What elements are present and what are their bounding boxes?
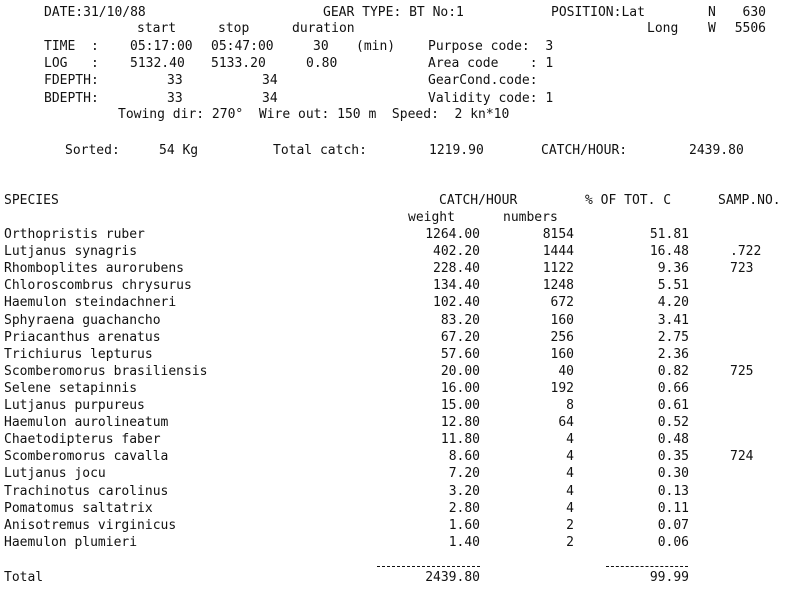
total-catch-label: Total catch:: [273, 143, 367, 158]
weight-cell: 2.80: [448, 501, 480, 516]
numbers-cell: 1248: [542, 278, 574, 293]
total-weight: 2439.80: [425, 570, 480, 585]
species-cell: Chaetodipterus faber: [4, 432, 161, 447]
species-cell: Priacanthus arenatus: [4, 330, 161, 345]
weight-cell: 134.40: [433, 278, 480, 293]
weight-cell: 11.80: [440, 432, 480, 447]
percent-cell: 2.36: [657, 347, 689, 362]
sorted-value: 54 Kg: [159, 143, 199, 158]
percent-cell: 0.66: [657, 381, 689, 396]
percent-cell: 0.30: [657, 466, 689, 481]
percent-cell: 0.35: [657, 449, 689, 464]
species-cell: Anisotremus virginicus: [4, 518, 177, 533]
weight-cell: 8.60: [448, 449, 480, 464]
species-cell: Rhomboplites aurorubens: [4, 261, 185, 276]
weight-cell: 12.80: [440, 415, 480, 430]
weight-cell: 16.00: [440, 381, 480, 396]
date-field: DATE:31/10/88: [44, 5, 146, 20]
species-cell: Scomberomorus brasiliensis: [4, 364, 208, 379]
catch-hour-value: 2439.80: [689, 143, 744, 158]
numbers-cell: 160: [550, 313, 574, 328]
time-stop: 05:47:00: [211, 39, 274, 54]
species-cell: Trachinotus carolinus: [4, 484, 169, 499]
purpose-code: Purpose code: 3: [428, 39, 554, 54]
weight-cell: 1.40: [448, 535, 480, 550]
sample-number-column-header: SAMP.NO.: [718, 193, 781, 208]
numbers-cell: 4: [566, 466, 574, 481]
weight-cell: 15.00: [440, 398, 480, 413]
total-catch-value: 1219.90: [429, 143, 484, 158]
species-cell: Lutjanus jocu: [4, 466, 106, 481]
fdepth-label: FDEPTH:: [44, 73, 99, 88]
gear-type-field: GEAR TYPE: BT No:1: [323, 5, 464, 20]
percent-cell: 51.81: [649, 227, 689, 242]
percent-cell: 0.82: [657, 364, 689, 379]
weight-cell: 1264.00: [425, 227, 480, 242]
percent-cell: 16.48: [649, 244, 689, 259]
weight-cell: 67.20: [440, 330, 480, 345]
species-cell: Lutjanus purpureus: [4, 398, 145, 413]
log-stop: 5133.20: [211, 56, 266, 71]
species-cell: Lutjanus synagris: [4, 244, 138, 259]
numbers-cell: 4: [566, 432, 574, 447]
weight-cell: 1.60: [448, 518, 480, 533]
weight-cell: 3.20: [448, 484, 480, 499]
percent-cell: 0.07: [657, 518, 689, 533]
species-cell: Pomatomus saltatrix: [4, 501, 153, 516]
time-unit: (min): [356, 39, 396, 54]
gearcond-code: GearCond.code:: [428, 73, 538, 88]
bdepth-stop: 34: [262, 91, 278, 106]
weight-column-header: weight: [408, 210, 455, 225]
percent-cell: 0.11: [657, 501, 689, 516]
numbers-cell: 8: [566, 398, 574, 413]
weight-cell: 228.40: [433, 261, 480, 276]
species-cell: Scomberomorus cavalla: [4, 449, 169, 464]
species-cell: Selene setapinnis: [4, 381, 138, 396]
fdepth-start: 33: [167, 73, 183, 88]
long-value: 5506: [734, 21, 766, 36]
bdepth-label: BDEPTH:: [44, 91, 99, 106]
species-cell: Orthopristis ruber: [4, 227, 145, 242]
weight-cell: 402.20: [433, 244, 480, 259]
towing-info: Towing dir: 270° Wire out: 150 m Speed: 2 kn*10: [118, 107, 510, 122]
weight-total-rule: [377, 566, 480, 567]
numbers-cell: 4: [566, 449, 574, 464]
duration-column-label: duration: [292, 21, 355, 36]
percent-cell: 4.20: [657, 295, 689, 310]
numbers-cell: 2: [566, 535, 574, 550]
species-cell: Sphyraena guachancho: [4, 313, 161, 328]
time-label: TIME :: [44, 39, 99, 54]
percent-cell: 0.06: [657, 535, 689, 550]
position-lat-label: POSITION:Lat: [551, 5, 645, 20]
time-start: 05:17:00: [130, 39, 193, 54]
start-column-label: start: [137, 21, 177, 36]
numbers-cell: 40: [558, 364, 574, 379]
numbers-cell: 8154: [542, 227, 574, 242]
percent-cell: 3.41: [657, 313, 689, 328]
weight-cell: 102.40: [433, 295, 480, 310]
species-cell: Haemulon aurolineatum: [4, 415, 169, 430]
log-duration: 0.80: [306, 56, 338, 71]
numbers-cell: 160: [550, 347, 574, 362]
percent-cell: 9.36: [657, 261, 689, 276]
sample-cell: 724: [730, 449, 754, 464]
percent-cell: 0.13: [657, 484, 689, 499]
total-percent: 99.99: [649, 570, 689, 585]
percent-cell: 0.48: [657, 432, 689, 447]
sample-cell: 725: [730, 364, 754, 379]
weight-cell: 57.60: [440, 347, 480, 362]
species-cell: Chloroscombrus chrysurus: [4, 278, 192, 293]
species-cell: Haemulon plumieri: [4, 535, 138, 550]
sorted-label: Sorted:: [65, 143, 120, 158]
lat-value: 630: [742, 5, 766, 20]
numbers-cell: 672: [550, 295, 574, 310]
percent-cell: 2.75: [657, 330, 689, 345]
weight-cell: 7.20: [448, 466, 480, 481]
sample-cell: .722: [730, 244, 762, 259]
validity-code: Validity code: 1: [428, 91, 554, 106]
species-cell: Haemulon steindachneri: [4, 295, 177, 310]
numbers-cell: 4: [566, 484, 574, 499]
percent-total-column-header: % OF TOT. C: [585, 193, 672, 208]
numbers-cell: 192: [550, 381, 574, 396]
species-cell: Trichiurus lepturus: [4, 347, 153, 362]
weight-cell: 20.00: [440, 364, 480, 379]
weight-cell: 83.20: [440, 313, 480, 328]
catch-hour-column-header: CATCH/HOUR: [439, 193, 518, 208]
numbers-column-header: numbers: [503, 210, 558, 225]
numbers-cell: 1122: [542, 261, 574, 276]
numbers-cell: 4: [566, 501, 574, 516]
time-duration: 30: [313, 39, 329, 54]
numbers-cell: 2: [566, 518, 574, 533]
log-start: 5132.40: [130, 56, 185, 71]
species-column-header: SPECIES: [4, 193, 59, 208]
area-code: Area code : 1: [428, 56, 554, 71]
numbers-cell: 256: [550, 330, 574, 345]
percent-cell: 0.61: [657, 398, 689, 413]
catch-hour-label: CATCH/HOUR:: [541, 143, 628, 158]
percent-cell: 0.52: [657, 415, 689, 430]
log-label: LOG :: [44, 56, 99, 71]
long-hemisphere: W: [708, 21, 716, 36]
long-label: Long: [647, 21, 679, 36]
numbers-cell: 1444: [542, 244, 574, 259]
numbers-cell: 64: [558, 415, 574, 430]
percent-cell: 5.51: [657, 278, 689, 293]
fdepth-stop: 34: [262, 73, 278, 88]
percent-total-rule: [606, 566, 688, 567]
total-label: Total: [4, 570, 44, 585]
sample-cell: 723: [730, 261, 754, 276]
bdepth-start: 33: [167, 91, 183, 106]
stop-column-label: stop: [218, 21, 250, 36]
lat-hemisphere: N: [708, 5, 716, 20]
